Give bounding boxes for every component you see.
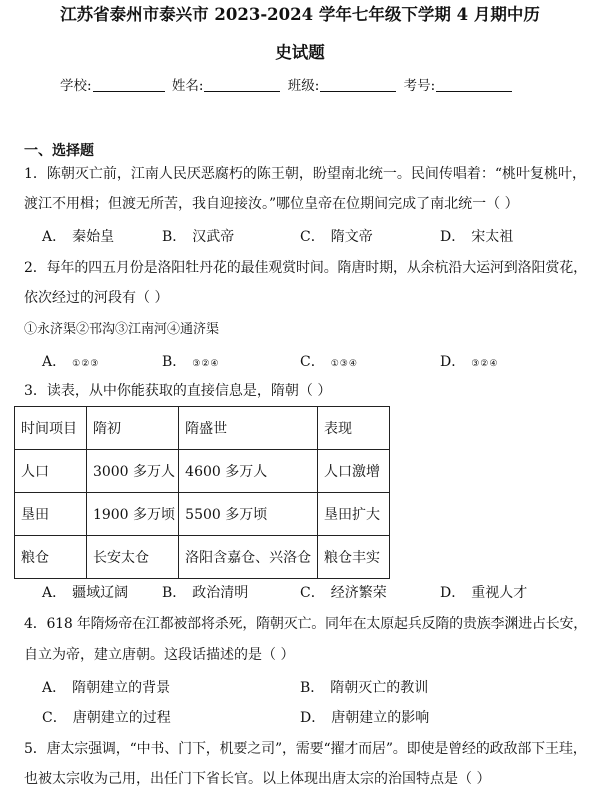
- table-cell: 人口: [15, 450, 87, 493]
- q1-option-b[interactable]: B． 汉武帝: [162, 229, 235, 245]
- q3-option-a[interactable]: A． 疆域辽阔: [42, 585, 129, 601]
- table-cell: 3000 多万人: [86, 450, 178, 493]
- q1-line1: 1．陈朝灭亡前，江南人民厌恶腐朽的陈王朝，盼望南北统一。民间传唱着：“桃叶复桃叶，: [24, 166, 587, 182]
- q4-line1: 4．618 年隋炀帝在江都被部将杀死，隋朝灭亡。同年在太原起兵反隋的贵族李渊进占长安，: [24, 616, 588, 632]
- q2-option-b[interactable]: B． ③②④: [162, 354, 220, 370]
- table-cell: 人口激增: [318, 450, 390, 493]
- name-blank[interactable]: [204, 77, 280, 92]
- q1-option-d[interactable]: D． 宋太祖: [440, 229, 514, 245]
- school-blank[interactable]: [93, 77, 165, 92]
- section-heading: 一、选择题: [24, 143, 94, 159]
- table-row: [15, 407, 390, 450]
- table-cell: 表现: [318, 407, 390, 450]
- table-cell: 1900 多万顷: [86, 493, 178, 536]
- q2-items: ①永济渠②邗沟③江南河④通济渠: [24, 322, 220, 337]
- q4-option-b[interactable]: B． 隋朝灭亡的教训: [300, 680, 429, 696]
- q3-option-d[interactable]: D． 重视人才: [440, 585, 528, 601]
- table-cell: 5500 多万顷: [179, 493, 318, 536]
- class-label: 班级:: [287, 78, 320, 94]
- q3-option-b[interactable]: B． 政治清明: [162, 585, 249, 601]
- exam-title-line1: 江苏省泰州市泰兴市 2023-2024 学年七年级下学期 4 月期中历: [60, 5, 540, 24]
- table-cell: 时间项目: [15, 407, 87, 450]
- exam-number-label: 考号:: [403, 78, 436, 94]
- q1-option-c[interactable]: C． 隋文帝: [300, 229, 373, 245]
- table-cell: 洛阳含嘉仓、兴洛仓: [179, 536, 318, 579]
- q4-option-d[interactable]: D． 唐朝建立的影响: [300, 710, 430, 726]
- exam-title-line2: 史试题: [275, 43, 325, 62]
- q4-option-a[interactable]: A． 隋朝建立的背景: [42, 680, 171, 696]
- table-row: [15, 450, 390, 493]
- school-label: 学校:: [60, 78, 92, 94]
- q3-option-c[interactable]: C． 经济繁荣: [300, 585, 387, 601]
- table-cell: 隋盛世: [179, 407, 318, 450]
- table-cell: 4600 多万人: [179, 450, 318, 493]
- q4-line2: 自立为帝，建立唐朝。这段话描述的是（ ）: [24, 647, 295, 663]
- table-cell: 粮仓: [15, 536, 87, 579]
- name-label: 姓名:: [171, 78, 204, 94]
- q4-option-c[interactable]: C． 唐朝建立的过程: [42, 710, 171, 726]
- q5-line1: 5．唐太宗强调，“中书、门下，机要之司”，需要“擢才而居”。即使是曾经的政敌部下王珪，: [24, 741, 587, 757]
- q2-option-a[interactable]: A． ①②③: [42, 354, 100, 370]
- q3-data-table: [14, 406, 390, 579]
- q1-option-a[interactable]: A． 秦始皇: [42, 229, 115, 245]
- q1-line2: 渡江不用楫；但渡无所苦，我自迎接汝。”哪位皇帝在位期间完成了南北统一（ ）: [24, 196, 519, 212]
- class-blank[interactable]: [320, 77, 396, 92]
- table-row: [15, 536, 390, 579]
- q2-line1: 2．每年的四五月份是洛阳牡丹花的最佳观赏时间。隋唐时期，从余杭沿大运河到洛阳赏花，: [24, 260, 587, 276]
- table-cell: 垦田扩大: [318, 493, 390, 536]
- exam-number-blank[interactable]: [436, 77, 512, 92]
- q2-option-c[interactable]: C． ①③④: [300, 354, 358, 370]
- table-row: [15, 493, 390, 536]
- student-info-row: [60, 76, 560, 96]
- table-cell: 粮仓丰实: [318, 536, 390, 579]
- table-cell: 隋初: [86, 407, 178, 450]
- q2-option-d[interactable]: D． ③②④: [440, 354, 499, 370]
- table-cell: 长安太仓: [86, 536, 178, 579]
- q2-line2: 依次经过的河段有（ ）: [24, 290, 169, 306]
- table-cell: 垦田: [15, 493, 87, 536]
- q3-line1: 3．读表，从中你能获取的直接信息是，隋朝（ ）: [24, 383, 332, 399]
- q5-line2: 也被太宗收为己用，出任门下省长官。以上体现出唐太宗的治国特点是（ ）: [24, 771, 491, 787]
